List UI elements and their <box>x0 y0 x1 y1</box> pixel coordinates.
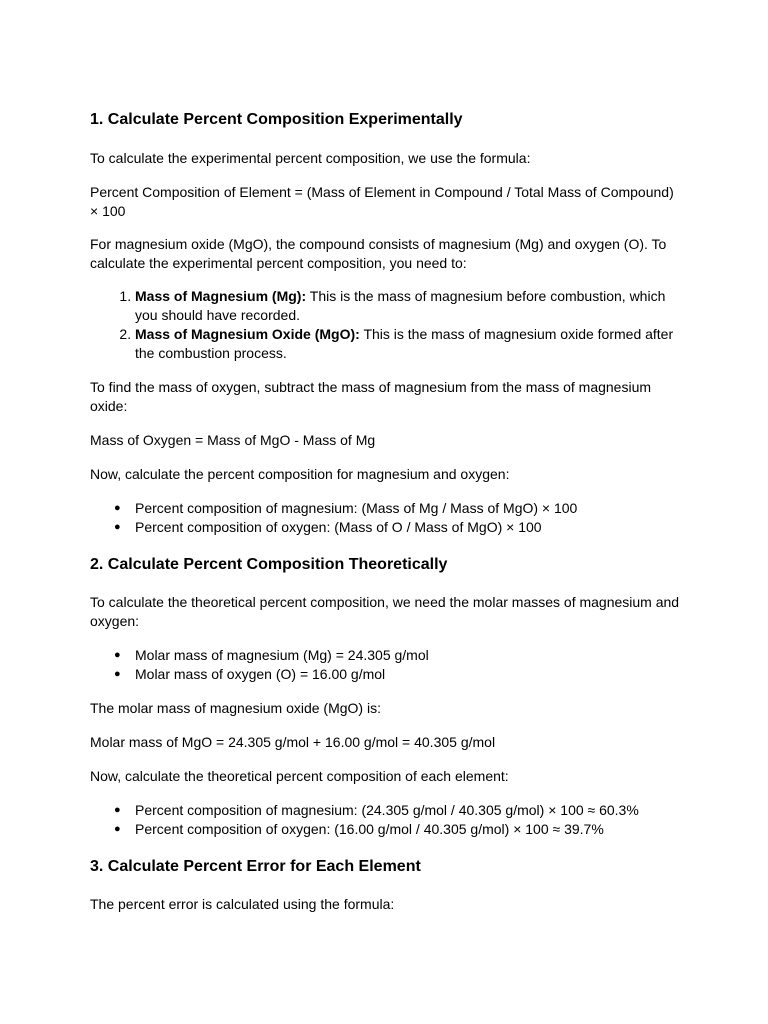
oxygen-description: To find the mass of oxygen, subtract the mass of magnesium from the mass of magnesium oxide: <box>90 379 652 414</box>
step-label: Mass of Magnesium Oxide (MgO): <box>135 326 360 342</box>
section-3-heading: 3. Calculate Percent Error for Each Element <box>90 858 421 875</box>
list-item: ● Percent composition of oxygen: (16.00 g/mol / 40.305 g/mol) × 100 ≈ 39.7% <box>135 820 680 839</box>
experimental-bullets <box>90 499 680 537</box>
mass-of-oxygen-formula: Mass of Oxygen = Mass of MgO - Mass of Mg <box>90 432 376 448</box>
theoretical-bullets <box>90 801 680 839</box>
section-3-intro: The percent error is calculated using the formula: <box>90 896 395 912</box>
section-1-heading: 1. Calculate Percent Composition Experimentally <box>90 111 463 128</box>
list-item <box>135 287 680 325</box>
step-text: This is the mass of magnesium before combustion, which you should have recorded. <box>135 288 666 323</box>
list-item: ● Percent composition of oxygen: (Mass of O / Mass of MgO) × 100 <box>135 518 680 537</box>
molar-mass-bullets <box>90 646 680 684</box>
list-item <box>135 325 680 363</box>
section-2-intro: To calculate the theoretical percent composition, we need the molar masses of magnesium and oxygen: <box>90 594 680 629</box>
section-2-heading: 2. Calculate Percent Composition Theoretically <box>90 556 448 573</box>
step-text: This is the mass of magnesium oxide formed after the combustion process. <box>135 326 674 361</box>
steps-list <box>90 287 680 363</box>
list-item: ● Percent composition of magnesium: (24.305 g/mol / 40.305 g/mol) × 100 ≈ 60.3% <box>135 801 680 820</box>
mgo-description: For magnesium oxide (MgO), the compound consists of magnesium (Mg) and oxygen (O). To calculate the experimental percent composition, you need to: <box>90 236 667 271</box>
molar-mass-mgo-calculation: Molar mass of MgO = 24.305 g/mol + 16.00 g/mol = 40.305 g/mol <box>90 734 496 750</box>
step-label: Mass of Magnesium (Mg): <box>135 288 307 304</box>
list-item: ● Molar mass of oxygen (O) = 16.00 g/mol <box>135 665 680 684</box>
list-item: ● Molar mass of magnesium (Mg) = 24.305 g/mol <box>135 646 680 665</box>
experimental-now-text: Now, calculate the percent composition for magnesium and oxygen: <box>90 466 510 482</box>
theoretical-now-text: Now, calculate the theoretical percent composition of each element: <box>90 768 509 784</box>
section-1-intro: To calculate the experimental percent composition, we use the formula: <box>90 150 531 166</box>
list-item: ● Percent composition of magnesium: (Mass of Mg / Mass of MgO) × 100 <box>135 499 680 518</box>
molar-mass-mgo-text: The molar mass of magnesium oxide (MgO) is: <box>90 700 381 716</box>
percent-composition-formula: Percent Composition of Element = (Mass of Element in Compound / Total Mass of Compound) × 100 <box>90 184 674 219</box>
